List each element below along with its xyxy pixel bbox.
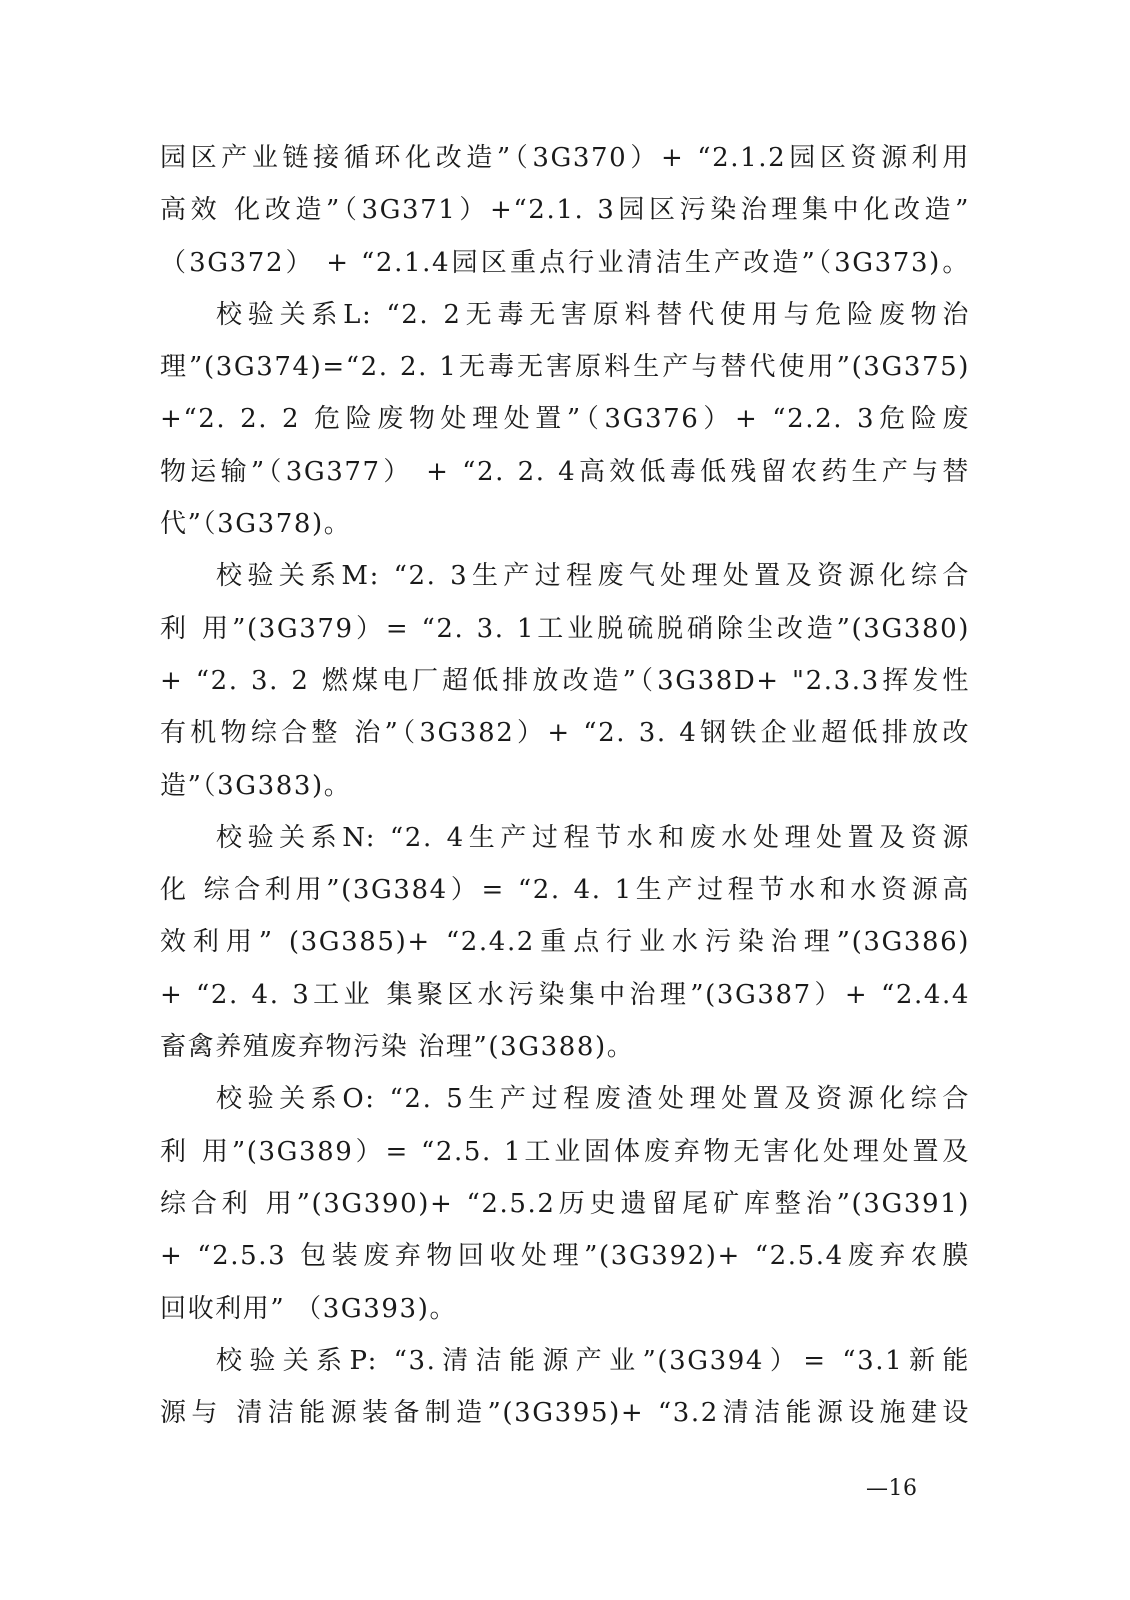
text-line: 源与 清洁能源装备制造”(3G395)+ “3.2清洁能源设施建设: [160, 1398, 970, 1429]
text-line: 化 综合利用”(3G384）= “2. 4. 1生产过程节水和水资源高: [160, 875, 970, 906]
text-line: + “2.5.3 包装废弃物回收处理”(3G392)+ “2.5.4废弃农膜: [160, 1241, 970, 1272]
paragraph-end-line: 回收利用” （3G393)。: [160, 1293, 458, 1324]
page-number: —16: [866, 1476, 918, 1501]
paragraph-start-line: 校验关系L: “2. 2无毒无害原料替代使用与危险废物治: [216, 299, 970, 330]
paragraph-start-line: 校验关系O: “2. 5生产过程废渣处理处置及资源化综合: [216, 1084, 970, 1115]
text-line: 理”(3G374)=“2. 2. 1无毒无害原料生产与替代使用”(3G375): [160, 352, 970, 383]
text-line: 效利用” (3G385)+ “2.4.2重点行业水污染治理”(3G386): [160, 927, 970, 958]
paragraph-start-line: 校验关系N: “2. 4生产过程节水和废水处理处置及资源: [216, 822, 970, 853]
text-line: + “2. 3. 2 燃煤电厂超低排放改造”（3G38D+ "2.3.3挥发性: [160, 665, 970, 696]
text-line: + “2. 4. 3工业 集聚区水污染集中治理”(3G387）+ “2.4.4: [160, 979, 970, 1010]
text-line: 园区产业链接循环化改造”（3G370）+ “2.1.2园区资源利用: [160, 143, 970, 173]
paragraph-start-line: 校验关系P: “3.清洁能源产业”(3G394）= “3.1新能: [216, 1345, 970, 1376]
paragraph-start-line: 校验关系M: “2. 3生产过程废气处理处置及资源化综合: [216, 561, 970, 592]
text-line: 利 用”(3G389）= “2.5. 1工业固体废弃物无害化处理处置及: [160, 1136, 970, 1167]
text-line: 利 用”(3G379）= “2. 3. 1工业脱硫脱硝除尘改造”(3G380): [160, 613, 970, 644]
paragraph-end-line: 造”（3G383)。: [160, 770, 352, 801]
text-line: 有机物综合整 治”（3G382）+ “2. 3. 4钢铁企业超低排放改: [160, 718, 970, 749]
document-body: [160, 132, 970, 1439]
text-line: 综合利 用”(3G390)+ “2.5.2历史遗留尾矿库整治”(3G391): [160, 1188, 970, 1219]
paragraph-end-line: 畜禽养殖废弃物污染 治理”(3G388)。: [160, 1032, 635, 1063]
text-line: 高效 化改造”（3G371）+“2.1. 3园区污染治理集中化改造”: [160, 195, 970, 226]
paragraph-end-line: 代”（3G378)。: [160, 509, 352, 540]
text-line: （3G372） + “2.1.4园区重点行业清洁生产改造”（3G373)。: [160, 247, 970, 278]
text-line: +“2. 2. 2 危险废物处理处置”（3G376）+ “2.2. 3危险废: [160, 404, 970, 435]
text-line: 物运输”（3G377） + “2. 2. 4高效低毒低残留农药生产与替: [160, 456, 970, 487]
